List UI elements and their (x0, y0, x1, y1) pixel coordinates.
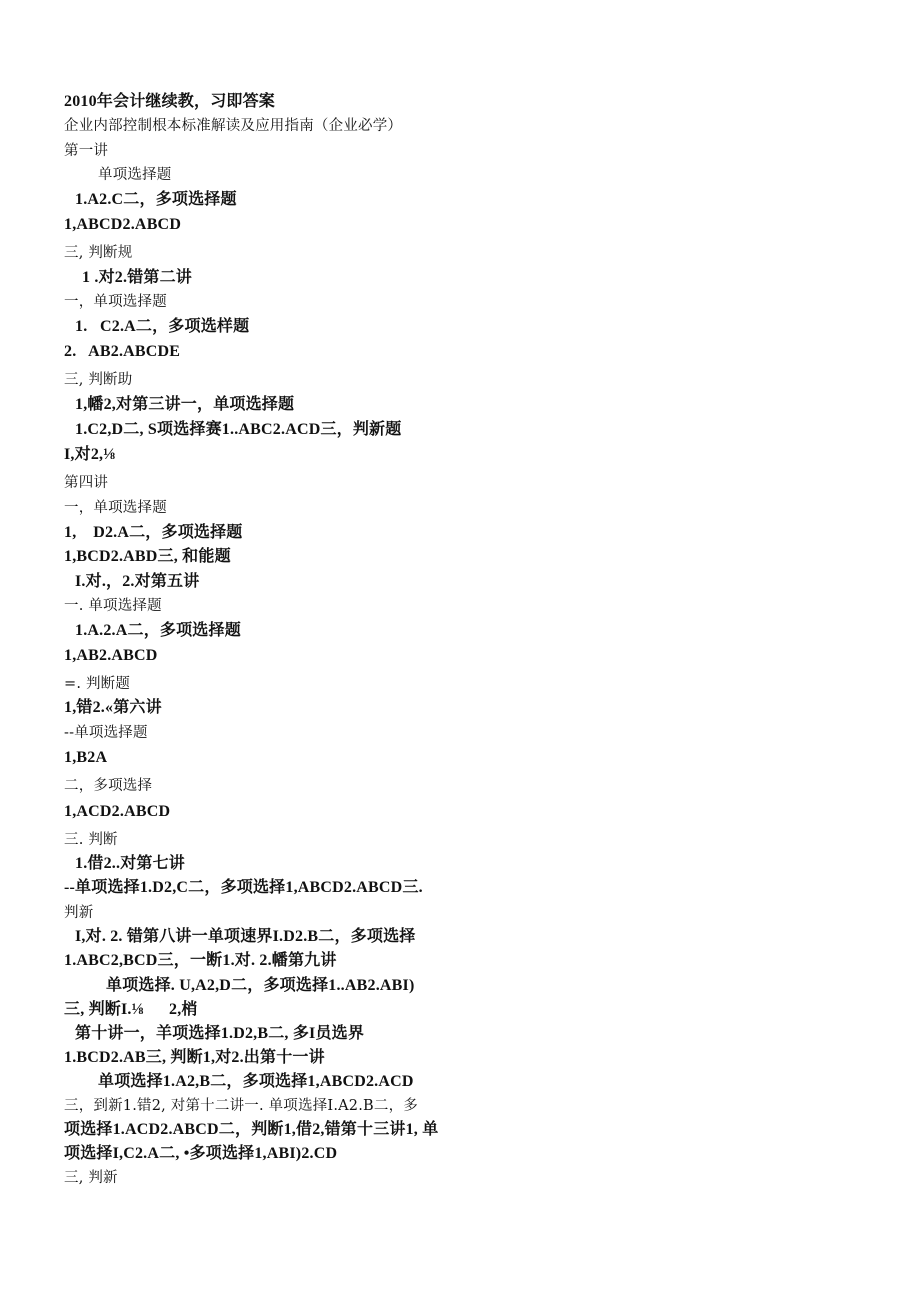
section-heading: 一，单项选择题 (64, 500, 167, 516)
answer-line: 第十讲一，羊项选择1.D2,B二, 多I员选界 (75, 1025, 365, 1042)
section-heading: 一. 单项选择题 (64, 598, 162, 614)
answer-line: 项选择I,C2.A二, •多项选择1,ABI)2.CD (64, 1145, 338, 1162)
answer-line: 1.ABC2,BCD三，一断1.对. 2.幡第九讲 (64, 952, 337, 969)
section-heading: 三. 判断 (64, 832, 118, 848)
doc-title: 2010年会计继续教，习即答案 (64, 93, 276, 110)
answer-line: 1,BCD2.ABD三, 和能题 (64, 548, 231, 565)
answer-line: --单项选择1.D2,C二，多项选择1,ABCD2.ABCD三. (64, 879, 423, 896)
answer-line: 单项选择. U,A2,D二，多项选择1..AB2.ABI) (106, 977, 415, 994)
doc-subtitle: 企业内部控制根本标准解读及应用指南（企业必学） (64, 118, 403, 134)
answer-line: 三, 判断I.⅛ 2,梢 (64, 1001, 198, 1018)
section-heading: 判新 (64, 905, 94, 921)
answer-line: 1.A2.C二，多项选择题 (75, 191, 237, 208)
answer-line: 1. C2.A二，多项选样题 (75, 318, 250, 335)
answer-line: 1 .对2.错第二讲 (82, 269, 193, 286)
lecture-heading: 第四讲 (64, 475, 109, 491)
answer-line: 1.A.2.A二，多项选择题 (75, 622, 241, 639)
answer-line: I,对. 2. 错第八讲一单项速界I.D2.B二，多项选择 (75, 928, 416, 945)
answer-line: 1,ABCD2.ABCD (64, 216, 182, 233)
answer-line: I.对.，2.对第五讲 (75, 573, 200, 590)
answer-line: 1,错2.«第六讲 (64, 699, 162, 716)
answer-line: 1, D2.A二，多项选择题 (64, 524, 243, 541)
answer-line: 1,ACD2.ABCD (64, 803, 171, 820)
lecture-heading: 第一讲 (64, 143, 109, 159)
answer-line: 2. AB2.ABCDE (64, 343, 181, 360)
section-heading: 三, 判断助 (64, 372, 133, 388)
answer-line: 单项选择1.A2,B二，多项选择1,ABCD2.ACD (98, 1073, 414, 1090)
answer-line: 三，到新1.错2, 对第十二讲一. 单项选择I.A2.B二，多 (64, 1098, 418, 1114)
answer-line: 1.C2,D二, S项选择赛1..ABC2.ACD三，判新题 (75, 421, 402, 438)
answer-line: 1,B2A (64, 749, 108, 766)
answer-line: I,对2,⅛ (64, 446, 116, 463)
section-heading: 二，多项选择 (64, 778, 153, 794)
section-heading: =. 判断题 (64, 676, 131, 692)
answer-line: 1.借2..对第七讲 (75, 855, 186, 872)
section-heading: 三, 判断规 (64, 245, 133, 261)
section-heading: 三, 判新 (64, 1170, 118, 1186)
answer-line: 1,幡2,对第三讲一，单项选择题 (75, 396, 295, 413)
answer-line: 1.BCD2.AB三, 判断1,对2.出第十一讲 (64, 1049, 325, 1066)
section-heading: 一，单项选择题 (64, 294, 167, 310)
section-heading: --单项选择题 (64, 725, 148, 741)
section-heading: 单项选择题 (98, 167, 172, 183)
answer-line: 1,AB2.ABCD (64, 647, 158, 664)
answer-line: 项选择1.ACD2.ABCD二，判断1,借2,错第十三讲1, 单 (64, 1121, 439, 1138)
